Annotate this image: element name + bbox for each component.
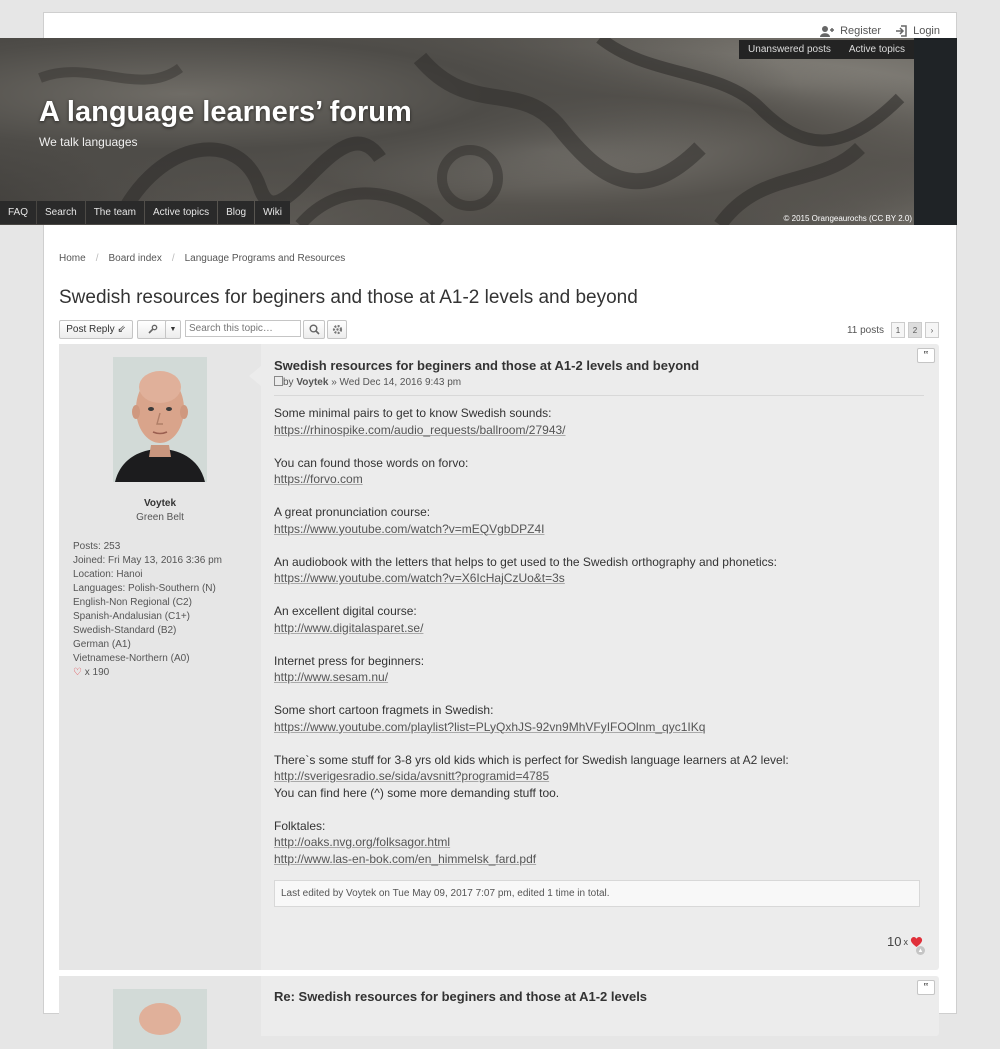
content-link[interactable]: http://www.digitalasparet.se/ (274, 620, 424, 635)
content-text: You can found those words on forvo: (274, 455, 469, 470)
site-title[interactable]: A language learners’ forum (39, 96, 412, 128)
quote-icon: ‟ (923, 350, 929, 361)
back-to-top-icon[interactable]: ▲ (917, 947, 924, 954)
gear-icon (332, 324, 343, 335)
post-meta: by Voytek » Wed Dec 14, 2016 9:43 pm (274, 376, 461, 388)
post-icon (274, 376, 283, 386)
pagination (847, 322, 939, 338)
quote-icon: ‟ (923, 982, 929, 993)
content-link[interactable]: http://www.las-en-bok.com/en_himmelsk_fard.pdf (274, 851, 537, 866)
post-count: 11 posts (846, 324, 884, 336)
content-text: Folktales: (274, 818, 326, 833)
content-text: An audiobook with the letters that helps to get used to the Swedish orthography and phonetics: (274, 554, 777, 569)
breadcrumb-home[interactable]: Home (59, 253, 86, 264)
username[interactable]: Voytek (143, 498, 177, 509)
post-title[interactable]: Re: Swedish resources for beginers and those at A1-2 levels (274, 989, 648, 1004)
wrench-icon (147, 324, 158, 335)
advanced-search-button[interactable] (327, 320, 347, 339)
quote-button[interactable] (917, 980, 935, 995)
heart-outline-icon: ♡ (73, 667, 82, 678)
user-details (73, 540, 222, 680)
content-text: A great pronunciation course: (274, 505, 431, 519)
user-detail: Languages: Polish-Southern (N) (73, 583, 216, 594)
avatar[interactable] (113, 989, 207, 1049)
breadcrumb-forum[interactable]: Language Programs and Resources (184, 253, 346, 264)
user-detail: Swedish-Standard (B2) (73, 625, 177, 636)
nav-active-topics[interactable]: Active topics (145, 201, 217, 224)
nav-blog[interactable]: Blog (218, 201, 254, 224)
avatar[interactable] (113, 357, 207, 482)
like-x: x (903, 936, 908, 947)
post-author[interactable]: Voytek (296, 377, 329, 388)
topic-title[interactable]: Swedish resources for beginers and those at A1-2 levels and beyond (59, 287, 638, 308)
content-link[interactable]: https://www.youtube.com/playlist?list=PLyQxhJS-92vn9MhVFyIFOOlnm_qyc1IKq (274, 719, 706, 734)
page-2-button[interactable]: 2 (908, 322, 922, 338)
post-date: » Wed Dec 14, 2016 9:43 pm (331, 377, 462, 388)
active-topics-link[interactable]: Active topics (840, 40, 914, 59)
chevron-right-icon: › (930, 325, 934, 335)
topic-actions (59, 320, 939, 340)
edit-notice: Last edited by Voytek on Tue May 09, 2017 7:07 pm, edited 1 time in total. (274, 880, 920, 907)
post-content (274, 405, 789, 884)
post-title[interactable]: Swedish resources for beginers and those at A1-2 levels and beyond (274, 358, 700, 373)
content-text: Some short cartoon fragmets in Swedish: (274, 703, 494, 717)
post-reply-button[interactable]: Post Reply ⇙ (59, 320, 133, 339)
like-count: 10 (887, 934, 902, 949)
avatar-portrait (113, 989, 207, 1049)
search-icon (309, 324, 320, 335)
register-link[interactable]: Register (820, 25, 881, 37)
breadcrumb-separator: / (95, 253, 99, 264)
content-link[interactable]: https://www.youtube.com/watch?v=X6IcHajCzUo&t=3s (274, 571, 565, 585)
topic-search-input[interactable] (185, 320, 301, 337)
user-detail: Spanish-Andalusian (C1+) (73, 611, 191, 622)
user-detail: Vietnamese-Northern (A0) (73, 653, 190, 664)
reply-arrow-icon: ⇙ (117, 324, 126, 335)
avatar-portrait (113, 357, 207, 482)
login-link[interactable]: Login (895, 25, 940, 37)
post (59, 344, 939, 970)
content-link[interactable]: http://www.sesam.nu/ (274, 670, 389, 684)
user-rank: Green Belt (136, 512, 184, 523)
content-text: You can find here (^) some more demanding stuff too. (274, 785, 560, 800)
breadcrumb-separator: / (171, 253, 175, 264)
unanswered-posts-link[interactable]: Unanswered posts (739, 40, 840, 59)
topic-tools-dropdown[interactable] (165, 320, 181, 339)
post-arrow (249, 366, 261, 386)
content-text: An excellent digital course: (274, 604, 417, 618)
user-detail: English-Non Regional (C2) (73, 597, 192, 608)
page-1-button[interactable]: 1 (891, 322, 905, 338)
nav-wiki[interactable]: Wiki (255, 201, 290, 224)
breadcrumb (59, 253, 345, 264)
divider (274, 395, 924, 396)
main-area (43, 12, 955, 1012)
content-link[interactable]: https://www.youtube.com/watch?v=mEQVgbDPZ4I (274, 521, 545, 536)
user-detail: German (A1) (73, 639, 131, 650)
content-link[interactable]: https://forvo.com (274, 472, 363, 486)
post (59, 976, 939, 1036)
content-link[interactable]: http://oaks.nvg.org/folksagor.html (274, 835, 451, 849)
nav-faq[interactable]: FAQ (0, 201, 36, 224)
caret-down-icon: ▼ (169, 326, 177, 333)
quote-button[interactable] (917, 348, 935, 363)
site-description: We talk languages (39, 135, 138, 149)
nav-the-team[interactable]: The team (86, 201, 144, 224)
user-detail: Posts: 253 (73, 541, 121, 552)
nav-search[interactable]: Search (37, 201, 85, 224)
content-link[interactable]: http://sverigesradio.se/sida/avsnitt?programid=4785 (274, 769, 550, 783)
user-detail: Joined: Fri May 13, 2016 3:36 pm (73, 555, 222, 566)
post-profile (59, 344, 261, 970)
content-text: Internet press for beginners: (274, 653, 425, 668)
user-detail: Location: Hanoi (73, 569, 143, 580)
topic-tools-button[interactable] (137, 320, 167, 339)
topic-search-button[interactable] (303, 320, 325, 339)
image-credit: © 2015 Orangeaurochs (CC BY 2.0) (783, 214, 912, 223)
content-text: There`s some stuff for 3-8 yrs old kids which is perfect for Swedish language learners at A2 level: (274, 752, 789, 767)
content-text: Some minimal pairs to get to know Swedish sounds: (274, 406, 552, 420)
user-likes: ♡ x 190 (73, 667, 110, 678)
breadcrumb-board-index[interactable]: Board index (108, 253, 162, 264)
post-profile (59, 976, 261, 1036)
content-link[interactable]: https://rhinospike.com/audio_requests/ballroom/27943/ (274, 422, 566, 437)
next-page-button[interactable] (925, 322, 939, 338)
